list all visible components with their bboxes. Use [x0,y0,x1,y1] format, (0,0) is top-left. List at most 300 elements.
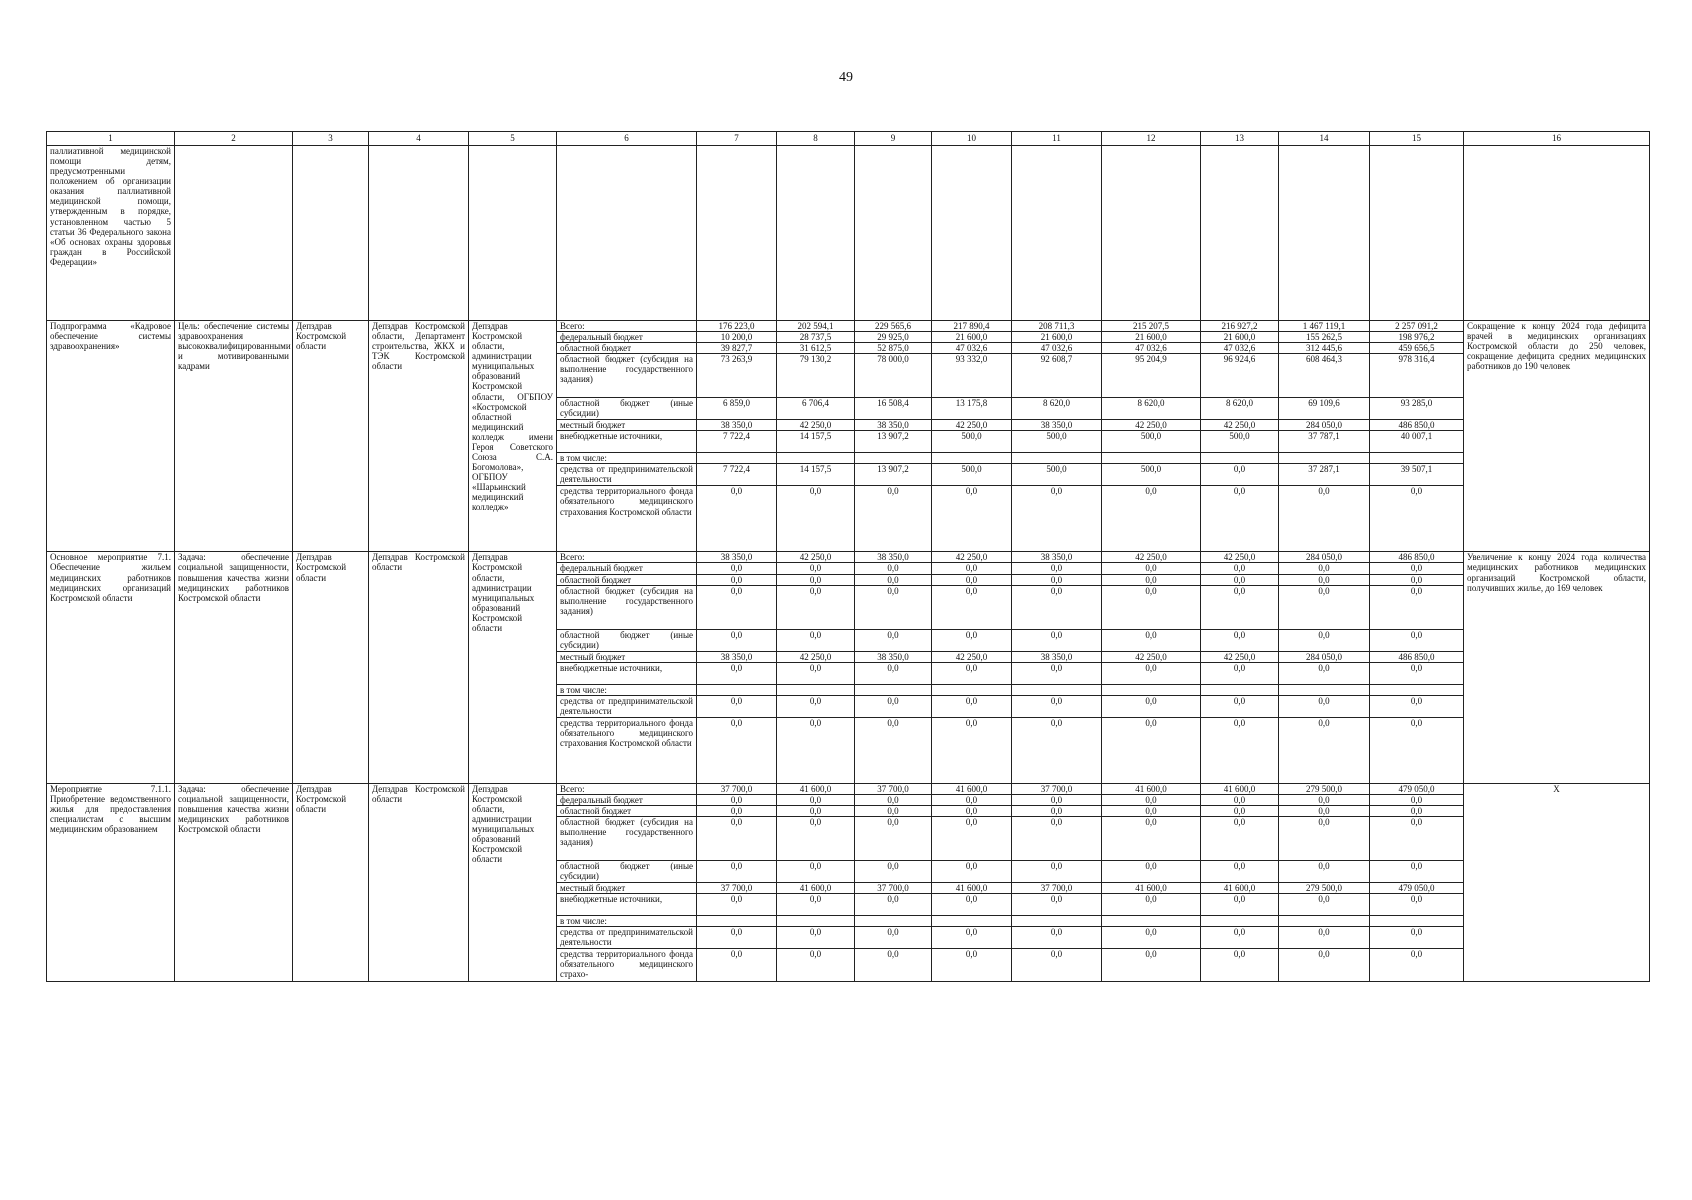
funding-value: 96 924,6 [1201,354,1279,398]
funding-value: 42 250,0 [777,651,855,662]
block-coexecutors: Депздрав Костромской области, Департамент строительства, ЖКХ и ТЭК Костромской области [369,321,469,552]
funding-source-label: в том числе: [557,916,697,927]
column-number: 3 [293,132,369,146]
funding-value: 0,0 [697,695,777,717]
funding-value: 41 600,0 [1201,883,1279,894]
funding-value: 42 250,0 [932,651,1012,662]
funding-value: 0,0 [697,585,777,629]
funding-value: 0,0 [1012,629,1102,651]
funding-value: 0,0 [697,563,777,574]
funding-value: 0,0 [1201,861,1279,883]
column-number: 10 [932,132,1012,146]
funding-source-label: средства от предпринимательской деятельности [557,927,697,949]
block-expected-result: Х [1464,783,1650,981]
funding-source-label: внебюджетные источники, [557,662,697,684]
funding-value: 0,0 [1012,662,1102,684]
funding-value [932,453,1012,464]
funding-value: 37 787,1 [1279,431,1370,453]
funding-value [777,684,855,695]
funding-value: 41 600,0 [777,783,855,794]
funding-value: 47 032,6 [932,343,1012,354]
funding-value: 0,0 [855,629,932,651]
funding-value: 37 700,0 [1012,783,1102,794]
funding-value: 38 350,0 [855,420,932,431]
column-number: 9 [855,132,932,146]
funding-value: 38 350,0 [1012,420,1102,431]
funding-value: 0,0 [855,805,932,816]
page-number: 49 [839,70,853,85]
funding-source-label: местный бюджет [557,651,697,662]
funding-value: 0,0 [1370,486,1464,552]
funding-value: 500,0 [1012,464,1102,486]
funding-value: 0,0 [1201,486,1279,552]
funding-value: 284 050,0 [1279,651,1370,662]
block-coexecutors: Депздрав Костромской области [369,552,469,783]
funding-value: 0,0 [1012,805,1102,816]
funding-value: 0,0 [855,585,932,629]
funding-value: 29 925,0 [855,332,932,343]
block-customer: Депздрав Костромской области [293,783,369,981]
funding-value: 0,0 [855,662,932,684]
funding-value [932,684,1012,695]
funding-value: 0,0 [1279,486,1370,552]
funding-value: 0,0 [697,894,777,916]
funding-value: 8 620,0 [1012,398,1102,420]
block-coexecutors: Депздрав Костромской области [369,783,469,981]
funding-value: 479 050,0 [1370,783,1464,794]
funding-value: 0,0 [1201,563,1279,574]
funding-value [697,916,777,927]
column-number: 1 [47,132,175,146]
block-goal: Задача: обеспечение социальной защищенности, повышения качества жизни медицинских работников Костромской области [175,783,293,981]
funding-value: 0,0 [777,949,855,982]
block-goal: Цель: обеспечение системы здравоохранения высококвалифицированными и мотивированными кадрами [175,321,293,552]
funding-value: 92 608,7 [1012,354,1102,398]
funding-value: 0,0 [1201,949,1279,982]
funding-value: 176 223,0 [697,321,777,332]
funding-value: 279 500,0 [1279,883,1370,894]
funding-value: 0,0 [1201,717,1279,783]
funding-value: 0,0 [1012,563,1102,574]
funding-value: 0,0 [777,817,855,861]
funding-value: 0,0 [855,794,932,805]
block-name: Подпрограмма «Кадровое обеспечение системы здравоохранения» [47,321,175,552]
funding-value: 0,0 [1370,585,1464,629]
funding-value: 0,0 [1201,629,1279,651]
funding-row [47,783,1650,794]
funding-value: 0,0 [1279,894,1370,916]
funding-value: 0,0 [1279,927,1370,949]
column-number: 5 [469,132,557,146]
column-number: 12 [1102,132,1201,146]
funding-value: 39 507,1 [1370,464,1464,486]
funding-value: 0,0 [1201,464,1279,486]
funding-value: 0,0 [777,629,855,651]
funding-value: 155 262,5 [1279,332,1370,343]
funding-value: 41 600,0 [932,783,1012,794]
column-number: 13 [1201,132,1279,146]
funding-value: 0,0 [855,695,932,717]
funding-value: 0,0 [932,949,1012,982]
column-number: 15 [1370,132,1464,146]
funding-value: 198 976,2 [1370,332,1464,343]
funding-source-label: средства территориального фонда обязательного медицинского страхования Костромской области [557,486,697,552]
funding-value: 7 722,4 [697,464,777,486]
funding-value: 0,0 [777,563,855,574]
funding-value: 500,0 [932,464,1012,486]
funding-value: 0,0 [855,894,932,916]
funding-value: 0,0 [1012,695,1102,717]
funding-value: 38 350,0 [697,651,777,662]
funding-value: 16 508,4 [855,398,932,420]
funding-value: 0,0 [1102,695,1201,717]
funding-value: 0,0 [1102,805,1201,816]
funding-value: 0,0 [932,662,1012,684]
funding-value [855,453,932,464]
funding-value: 0,0 [1279,817,1370,861]
funding-value: 41 600,0 [1102,883,1201,894]
funding-value: 42 250,0 [777,552,855,563]
funding-source-label: местный бюджет [557,883,697,894]
funding-value [1201,916,1279,927]
funding-value: 42 250,0 [1102,651,1201,662]
funding-value: 37 700,0 [855,883,932,894]
column-number: 16 [1464,132,1650,146]
funding-value: 14 157,5 [777,464,855,486]
column-number: 4 [369,132,469,146]
funding-value: 0,0 [855,574,932,585]
funding-value: 95 204,9 [1102,354,1201,398]
funding-value [932,916,1012,927]
column-number: 7 [697,132,777,146]
column-number-row [47,132,1650,146]
funding-value: 0,0 [697,861,777,883]
funding-value: 31 612,5 [777,343,855,354]
funding-value: 0,0 [777,861,855,883]
funding-value: 0,0 [1279,574,1370,585]
funding-value: 479 050,0 [1370,883,1464,894]
funding-value: 6 706,4 [777,398,855,420]
funding-value [1102,453,1201,464]
funding-value: 0,0 [855,927,932,949]
funding-value: 38 350,0 [1012,651,1102,662]
funding-value: 0,0 [1201,894,1279,916]
block-participants: Депздрав Костромской области, администрации муниципальных образований Костромской области, ОГБПОУ «Костромской областной медицинский колледж имени Героя Советского Союза С.А. Богомолова», ОГБПОУ «Шарьинский медицинский колледж» [469,321,557,552]
funding-value [1201,453,1279,464]
funding-value: 0,0 [777,894,855,916]
funding-table [46,131,1650,982]
funding-value: 978 316,4 [1370,354,1464,398]
funding-source-label: областной бюджет [557,574,697,585]
funding-value [777,916,855,927]
funding-value: 486 850,0 [1370,651,1464,662]
funding-value: 0,0 [1279,629,1370,651]
funding-source-label: областной бюджет [557,805,697,816]
funding-value: 41 600,0 [777,883,855,894]
funding-value: 37 700,0 [855,783,932,794]
funding-value [697,684,777,695]
funding-value: 0,0 [1102,629,1201,651]
column-number: 2 [175,132,293,146]
funding-value: 229 565,6 [855,321,932,332]
funding-value: 284 050,0 [1279,420,1370,431]
funding-value: 37 287,1 [1279,464,1370,486]
funding-value: 0,0 [777,662,855,684]
funding-value: 0,0 [1012,574,1102,585]
funding-value: 0,0 [932,817,1012,861]
funding-value: 0,0 [855,949,932,982]
funding-value: 0,0 [1370,574,1464,585]
funding-value: 47 032,6 [1102,343,1201,354]
funding-value: 0,0 [1279,949,1370,982]
funding-value: 500,0 [932,431,1012,453]
funding-value: 0,0 [697,817,777,861]
funding-value: 0,0 [697,662,777,684]
funding-value: 500,0 [1201,431,1279,453]
funding-value: 0,0 [1370,662,1464,684]
funding-value: 0,0 [932,894,1012,916]
funding-value: 93 285,0 [1370,398,1464,420]
funding-source-label: федеральный бюджет [557,794,697,805]
funding-value: 42 250,0 [1201,552,1279,563]
funding-value: 0,0 [1370,949,1464,982]
funding-value: 41 600,0 [1102,783,1201,794]
funding-value: 41 600,0 [932,883,1012,894]
funding-value: 39 827,7 [697,343,777,354]
funding-value: 0,0 [1279,662,1370,684]
funding-value: 216 927,2 [1201,321,1279,332]
funding-value: 21 600,0 [932,332,1012,343]
block-participants: Депздрав Костромской области, администрации муниципальных образований Костромской области [469,552,557,783]
funding-value: 0,0 [1102,717,1201,783]
funding-source-label: внебюджетные источники, [557,894,697,916]
funding-value: 0,0 [777,794,855,805]
funding-value: 0,0 [1102,563,1201,574]
funding-value: 0,0 [697,629,777,651]
funding-value: 0,0 [1102,662,1201,684]
funding-value: 459 656,5 [1370,343,1464,354]
funding-value: 0,0 [1370,817,1464,861]
funding-value [1370,684,1464,695]
funding-value: 0,0 [1279,695,1370,717]
funding-value [1012,453,1102,464]
funding-source-label: средства от предпринимательской деятельности [557,464,697,486]
block-goal: Задача: обеспечение социальной защищенности, повышения качества жизни медицинских работников Костромской области [175,552,293,783]
funding-value: 0,0 [1012,817,1102,861]
funding-value [1370,453,1464,464]
funding-value: 42 250,0 [1102,552,1201,563]
funding-value [855,916,932,927]
funding-value: 0,0 [1102,949,1201,982]
funding-value: 0,0 [1201,574,1279,585]
funding-value: 0,0 [932,805,1012,816]
funding-value: 608 464,3 [1279,354,1370,398]
funding-value: 0,0 [777,574,855,585]
funding-value: 10 200,0 [697,332,777,343]
funding-value: 0,0 [1370,717,1464,783]
funding-value: 0,0 [1012,794,1102,805]
funding-value: 0,0 [932,629,1012,651]
funding-value: 37 700,0 [697,783,777,794]
funding-value: 40 007,1 [1370,431,1464,453]
funding-value: 0,0 [1370,563,1464,574]
funding-source-label: местный бюджет [557,420,697,431]
block-participants: Депздрав Костромской области, администрации муниципальных образований Костромской области [469,783,557,981]
funding-value: 0,0 [697,805,777,816]
funding-source-label: областной бюджет (субсидия на выполнение государственного задания) [557,354,697,398]
funding-value: 279 500,0 [1279,783,1370,794]
funding-value: 0,0 [1012,861,1102,883]
funding-value: 0,0 [1102,794,1201,805]
funding-value: 0,0 [932,563,1012,574]
funding-value: 0,0 [932,486,1012,552]
funding-value: 0,0 [1102,585,1201,629]
funding-value: 0,0 [1201,662,1279,684]
funding-value: 6 859,0 [697,398,777,420]
funding-value: 0,0 [1102,574,1201,585]
funding-value: 0,0 [1370,695,1464,717]
funding-value: 0,0 [1370,794,1464,805]
funding-value: 0,0 [855,717,932,783]
funding-value: 500,0 [1102,431,1201,453]
funding-source-label: Всего: [557,783,697,794]
funding-source-label: Всего: [557,321,697,332]
funding-value: 0,0 [1201,695,1279,717]
column-number: 11 [1012,132,1102,146]
funding-value: 0,0 [1279,717,1370,783]
funding-value: 0,0 [1012,717,1102,783]
funding-value: 0,0 [1012,894,1102,916]
funding-value: 0,0 [1279,585,1370,629]
funding-value [1201,684,1279,695]
block-customer: Депздрав Костромской области [293,552,369,783]
funding-value: 42 250,0 [1201,651,1279,662]
funding-value: 486 850,0 [1370,552,1464,563]
column-number: 8 [777,132,855,146]
funding-source-label: средства от предпринимательской деятельности [557,695,697,717]
funding-value: 0,0 [1279,794,1370,805]
funding-value: 0,0 [1012,949,1102,982]
funding-value: 78 000,0 [855,354,932,398]
funding-value: 0,0 [855,486,932,552]
funding-value: 0,0 [1201,817,1279,861]
funding-value: 0,0 [855,861,932,883]
funding-value: 13 907,2 [855,431,932,453]
funding-value [1279,453,1370,464]
funding-value: 0,0 [1012,927,1102,949]
funding-value: 2 257 091,2 [1370,321,1464,332]
funding-value: 7 722,4 [697,431,777,453]
funding-source-label: средства территориального фонда обязательного медицинского страхо- [557,949,697,982]
funding-value: 38 350,0 [855,651,932,662]
funding-value: 0,0 [697,717,777,783]
funding-value: 284 050,0 [1279,552,1370,563]
funding-value: 0,0 [855,563,932,574]
funding-value: 486 850,0 [1370,420,1464,431]
funding-value: 0,0 [777,695,855,717]
block-name: Мероприятие 7.1.1. Приобретение ведомственного жилья для предоставления специалистам с высшим медицинским образованием [47,783,175,981]
funding-value: 0,0 [1102,861,1201,883]
funding-value [697,453,777,464]
funding-value: 0,0 [1012,585,1102,629]
funding-value: 0,0 [777,486,855,552]
funding-value: 0,0 [777,585,855,629]
funding-value: 0,0 [1201,927,1279,949]
funding-value: 79 130,2 [777,354,855,398]
funding-value: 0,0 [697,949,777,982]
funding-value: 0,0 [697,794,777,805]
block-name: Основное мероприятие 7.1. Обеспечение жильем медицинских работников медицинских организаций Костромской области [47,552,175,783]
funding-value: 0,0 [932,717,1012,783]
block-customer: Депздрав Костромской области [293,321,369,552]
funding-value: 0,0 [1279,805,1370,816]
funding-source-label: федеральный бюджет [557,332,697,343]
funding-value: 312 445,6 [1279,343,1370,354]
funding-source-label: областной бюджет (иные субсидии) [557,398,697,420]
funding-source-label: внебюджетные источники, [557,431,697,453]
funding-value: 0,0 [1102,817,1201,861]
funding-value: 0,0 [932,927,1012,949]
funding-value: 13 907,2 [855,464,932,486]
funding-value: 500,0 [1012,431,1102,453]
funding-value: 42 250,0 [1201,420,1279,431]
funding-value: 0,0 [855,817,932,861]
funding-value: 500,0 [1102,464,1201,486]
funding-value: 52 875,0 [855,343,932,354]
funding-value: 73 263,9 [697,354,777,398]
funding-value: 38 350,0 [697,420,777,431]
funding-source-label: областной бюджет (иные субсидии) [557,629,697,651]
funding-value: 21 600,0 [1201,332,1279,343]
funding-value [1279,684,1370,695]
funding-value: 202 594,1 [777,321,855,332]
funding-value: 0,0 [932,861,1012,883]
column-number: 6 [557,132,697,146]
funding-value: 0,0 [777,805,855,816]
funding-value: 208 711,3 [1012,321,1102,332]
funding-value: 0,0 [932,794,1012,805]
funding-value: 69 109,6 [1279,398,1370,420]
funding-value: 0,0 [932,695,1012,717]
column-number: 14 [1279,132,1370,146]
funding-row [47,321,1650,332]
funding-value: 0,0 [777,717,855,783]
funding-value: 0,0 [1201,794,1279,805]
funding-value [1102,916,1201,927]
funding-value [855,684,932,695]
funding-value: 37 700,0 [1012,883,1102,894]
funding-value: 0,0 [1102,894,1201,916]
funding-value: 0,0 [1102,486,1201,552]
funding-value: 47 032,6 [1012,343,1102,354]
funding-row [47,552,1650,563]
funding-source-label: областной бюджет (субсидия на выполнение государственного задания) [557,585,697,629]
funding-value: 0,0 [1102,927,1201,949]
funding-value: 0,0 [1370,861,1464,883]
funding-value: 0,0 [1370,927,1464,949]
funding-source-label: областной бюджет (иные субсидии) [557,861,697,883]
funding-value: 38 350,0 [697,552,777,563]
funding-value: 21 600,0 [1102,332,1201,343]
funding-value: 14 157,5 [777,431,855,453]
funding-source-label: Всего: [557,552,697,563]
funding-value: 37 700,0 [697,883,777,894]
funding-value: 1 467 119,1 [1279,321,1370,332]
funding-value: 8 620,0 [1102,398,1201,420]
funding-value: 215 207,5 [1102,321,1201,332]
funding-source-label: в том числе: [557,684,697,695]
block-expected-result: Сокращение к концу 2024 года дефицита врачей в медицинских организациях Костромской области до 250 человек, сокращение дефицита средних медицинских работников до 190 человек [1464,321,1650,552]
